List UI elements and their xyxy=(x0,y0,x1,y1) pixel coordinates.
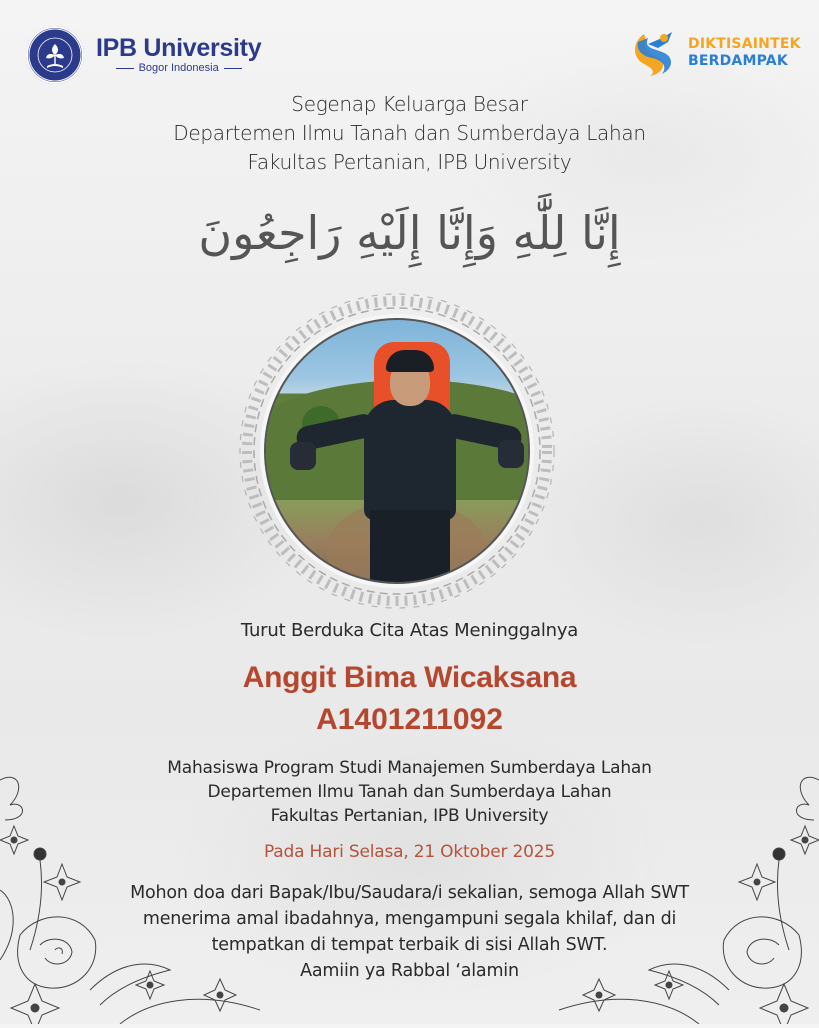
arabic-calligraphy: إِنَّا لِلَّٰهِ وَإِنَّا إِلَيْهِ رَاجِعُونَ xyxy=(198,206,621,260)
diktisaintek-mark-icon xyxy=(628,28,680,78)
header-line-1: Segenap Keluarga Besar xyxy=(291,92,528,116)
prayer-line-2: menerima amal ibadahnya, mengampuni segala khilaf, dan di xyxy=(142,909,677,929)
prayer-line-3: tempatkan di tempat terbaik di sisi Allah SWT. xyxy=(211,935,608,955)
date-of-passing: Pada Hari Selasa, 21 Oktober 2025 xyxy=(264,842,555,862)
ipb-seal-icon xyxy=(26,26,84,84)
deceased-student-id: A1401211092 xyxy=(316,703,503,736)
floral-decoration-left-icon xyxy=(0,760,270,1024)
description-line-2: Departemen Ilmu Tanah dan Sumberdaya Lahan xyxy=(207,782,612,802)
thumbs-up-icon xyxy=(290,442,316,470)
header-block xyxy=(0,90,819,177)
header-line-2: Departemen Ilmu Tanah dan Sumberdaya Lahan xyxy=(173,121,646,145)
ipb-university-logo xyxy=(26,26,261,84)
ipb-subtitle: Bogor Indonesia xyxy=(96,61,261,75)
ipb-name: IPB University xyxy=(96,34,262,62)
deceased-photo xyxy=(264,318,530,584)
header-line-3: Fakultas Pertanian, IPB University xyxy=(247,150,572,174)
floral-decoration-right-icon xyxy=(549,760,819,1024)
prayer-line-1: Mohon doa dari Bapak/Ibu/Saudara/i sekalian, semoga Allah SWT xyxy=(130,883,689,903)
diktisaintek-logo xyxy=(628,28,801,78)
prayer-line-4: Aamiin ya Rabbal ‘alamin xyxy=(300,961,519,981)
thumbs-up-icon xyxy=(498,440,524,468)
description-line-1: Mahasiswa Program Studi Manajemen Sumberdaya Lahan xyxy=(167,758,652,778)
description-line-3: Fakultas Pertanian, IPB University xyxy=(270,806,549,826)
dikti-line2: BERDAMPAK xyxy=(688,53,788,69)
condolence-line: Turut Berduka Cita Atas Meninggalnya xyxy=(240,620,579,641)
dikti-line1: DIKTISAINTEK xyxy=(688,36,801,52)
deceased-name: Anggit Bima Wicaksana xyxy=(242,661,577,694)
